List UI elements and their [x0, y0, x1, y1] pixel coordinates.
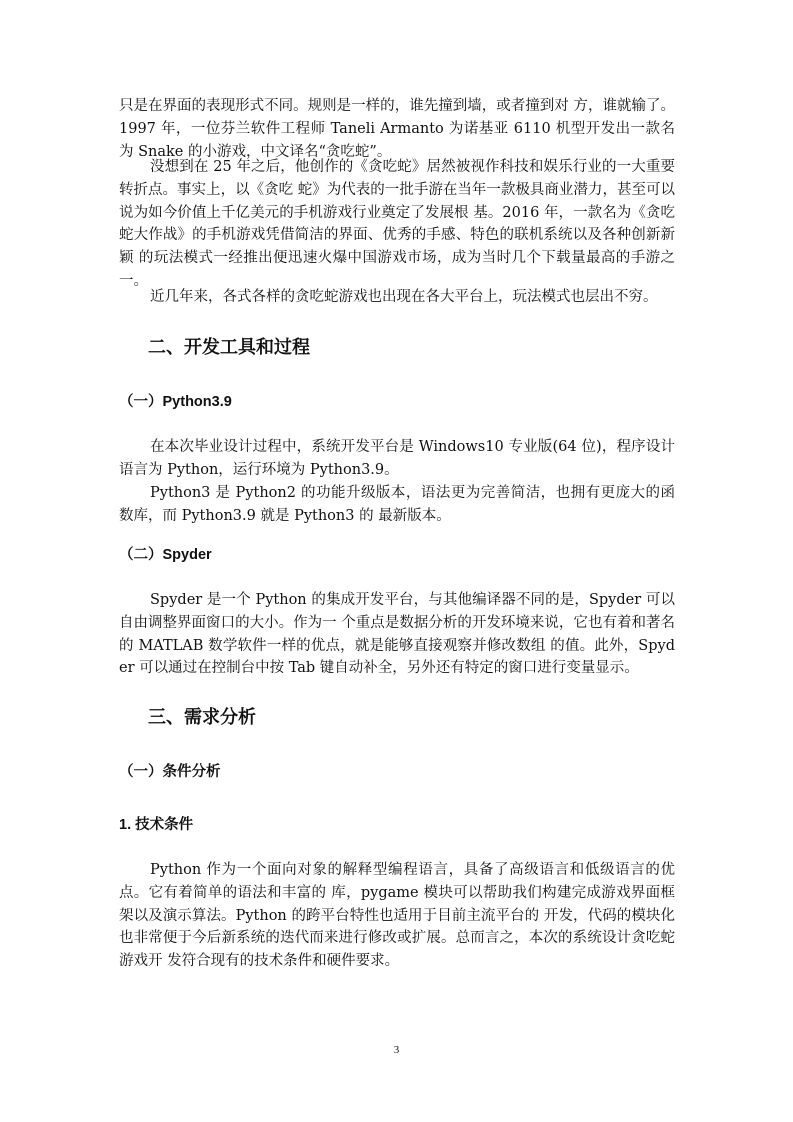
section-2-1-heading: （一）Python3.9 [119, 394, 232, 410]
intro-paragraph-2: 没想到在 25 年之后，他创作的《贪吃蛇》居然被视作科技和娱乐行业的一大重要转折点。事实上，以《贪吃 蛇》为代表的一批手游在当年一款极具商业潜力，甚至可以说为如今价值上千亿美元的手机游戏行业奠定了发展根 基。2016 年，一款名为《贪吃蛇大作战》的手机游戏凭借简洁的界面、优秀的手感、特色的联机系统以及各种创新新颖 的玩法模式一经推出便迅速火爆中国游戏市场，成为当时几个下载量最高的手游之一。 [119, 159, 675, 289]
intro-paragraph-3: 近几年来，各式各样的贪吃蛇游戏也出现在各大平台上，玩法模式也层出不穷。 [150, 289, 658, 305]
intro-paragraph-1: 只是在界面的表现形式不同。规则是一样的，谁先撞到墙，或者撞到对 方，谁就输了。1997 年，一位芬兰软件工程师 Taneli Armanto 为诺基亚 6110 机型开发出一款名为 Snake 的小游戏，中文译名“贪吃蛇”。 [119, 98, 675, 160]
section-2-1-paragraph-1: 在本次毕业设计过程中，系统开发平台是 Windows10 专业版(64 位)，程序设计语言为 Python，运行环境为 Python3.9。 [119, 439, 675, 478]
section-3-1-1-paragraph-1: Python 作为一个面向对象的解释型编程语言，具备了高级语言和低级语言的优点。它有着简单的语法和丰富的 库，pygame 模块可以帮助我们构建完成游戏界面框架以及演示算法。Python 的跨平台特性也适用于目前主流平台的 开发，代码的模块化也非常便于今后新系统的迭代而来进行修改或扩展。总而言之，本次的系统设计贪吃蛇游戏开 发符合现有的技术条件和硬件要求。 [119, 862, 675, 970]
section-3-1-heading: （一）条件分析 [119, 764, 221, 780]
section-2-2-heading: （二）Spyder [119, 547, 212, 563]
page-number: 3 [393, 1044, 400, 1056]
section-2-heading: 二、开发工具和过程 [148, 337, 310, 357]
section-2-1-paragraph-2: Python3 是 Python2 的功能升级版本，语法更为完善简洁，也拥有更庞大的函数库，而 Python3.9 就是 Python3 的 最新版本。 [119, 485, 675, 524]
section-3-heading: 三、需求分析 [148, 707, 256, 727]
section-3-1-1-heading: 1. 技术条件 [119, 817, 194, 833]
section-2-2-paragraph-1: Spyder 是一个 Python 的集成开发平台，与其他编译器不同的是，Spyder 可以自由调整界面窗口的大小。作为一 个重点是数据分析的开发环境来说，它也有着和著名的 MATLAB 数学软件一样的优点，就是能够直接观察并修改数组 的值。此外，Spyder 可以通过在控制台中按 Tab 键自动补全，另外还有特定的窗口进行变量显示。 [119, 592, 675, 677]
